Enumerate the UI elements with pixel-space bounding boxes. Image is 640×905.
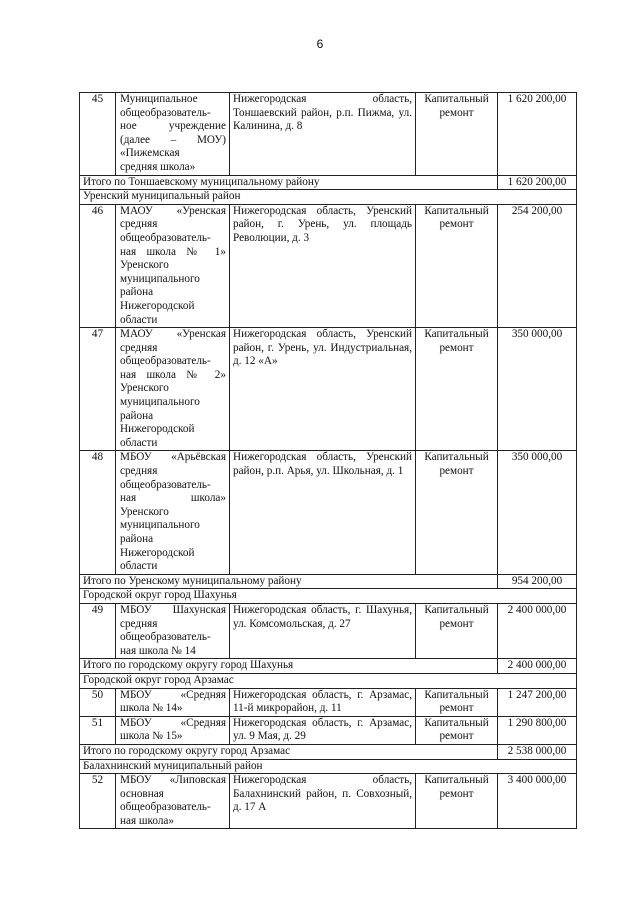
school-name-line: МБОУ «Липовская [120,774,226,787]
school-name-line: муниципального [120,396,200,409]
school-address: Нижегородская область, Балахнинский район, п. Совхозный, д. 17 А [230,774,416,829]
objects-table [79,92,577,829]
school-name-line: Уренского [120,382,169,395]
total-row [80,574,577,589]
school-name-line: района [120,286,154,299]
amount: 350 000,00 [498,328,577,451]
table-row [80,328,577,451]
total-row [80,659,577,674]
table-row [80,688,577,716]
amount: 1 290 800,00 [498,716,577,744]
school-name-line: школа № 14» [120,702,183,715]
school-name-line: общеобразователь- [120,631,211,644]
row-number: 51 [80,716,116,744]
table-row [80,716,577,744]
work-type: Капитальный ремонт [416,328,498,451]
school-name-line: общеобразователь- [120,801,211,814]
table-row [80,93,577,176]
school-name-line: средняя [120,465,158,478]
total-label: Итого по городскому округу город Шахунья [80,659,498,674]
school-name [116,774,230,829]
work-type: Капитальный ремонт [416,93,498,176]
school-name-line: области [120,560,158,573]
amount: 1 620 200,00 [498,93,577,176]
school-address: Нижегородская область, Уренский район, г. Урень, ул. Индустриальная, д. 12 «А» [230,328,416,451]
page-number: 6 [316,37,324,51]
school-name-line: общеобразователь- [120,231,211,244]
objects-table-body [80,93,577,829]
work-type: Капитальный ремонт [416,716,498,744]
section-header: Балахнинский муниципальный район [80,759,577,774]
school-name-line: МБОУ «Средняя [120,716,226,729]
total-label: Итого по Тоншаевскому муниципальному району [80,175,498,190]
school-name [116,204,230,327]
school-name-line: «Пижемская [120,147,180,160]
total-amount: 2 400 000,00 [498,659,577,674]
school-name-line: средняя [120,218,158,231]
school-name-line: ное учреждение [120,120,226,133]
school-name-line: ная школа № 2» [120,368,226,381]
school-name [116,93,230,176]
section-header-row [80,759,577,774]
row-number: 52 [80,774,116,829]
school-name-line: школа № 15» [120,730,183,743]
school-name-line: Нижегородской [120,546,195,559]
section-header-row [80,190,577,205]
school-name [116,328,230,451]
school-name [116,716,230,744]
school-name-line: района [120,409,154,422]
row-number: 50 [80,688,116,716]
school-name-line: ная школа № 1» [120,245,226,258]
school-name [116,451,230,574]
school-name-line: ная школа» [120,492,226,505]
amount: 3 400 000,00 [498,774,577,829]
total-amount: 1 620 200,00 [498,175,577,190]
school-name-line: средняя [120,617,158,630]
school-name-line: общеобразователь- [120,478,211,491]
amount: 350 000,00 [498,451,577,574]
school-name-line: области [120,313,158,326]
school-name-line: Нижегородской [120,299,195,312]
amount: 1 247 200,00 [498,688,577,716]
school-name [116,603,230,658]
total-amount: 954 200,00 [498,574,577,589]
school-name-line: общеобразователь- [120,106,211,119]
school-name-line: средняя школа» [120,160,196,173]
section-header: Городской округ город Арзамас [80,673,577,688]
section-header: Уренский муниципальный район [80,190,577,205]
school-name-line: средняя [120,341,158,354]
total-label: Итого по Уренскому муниципальному району [80,574,498,589]
school-name-line: Уренского [120,505,169,518]
section-header: Городской округ город Шахунья [80,589,577,604]
school-name-line: ная школа» [120,814,174,827]
work-type: Капитальный ремонт [416,774,498,829]
table-row [80,603,577,658]
school-address: Нижегородская область, Уренский район, г. Урень, ул. площадь Революции, д. 3 [230,204,416,327]
amount: 254 200,00 [498,204,577,327]
school-name-line: МАОУ «Уренская [120,204,226,217]
total-row [80,175,577,190]
school-address: Нижегородская область, Уренский район, р.п. Арья, ул. Школьная, д. 1 [230,451,416,574]
row-number: 47 [80,328,116,451]
work-type: Капитальный ремонт [416,204,498,327]
school-name-line: МБОУ Шахунская [120,603,226,616]
work-type: Капитальный ремонт [416,603,498,658]
school-name-line: (далее – МОУ) [120,133,226,146]
school-address: Нижегородская область, г. Шахунья, ул. Комсомольская, д. 27 [230,603,416,658]
row-number: 49 [80,603,116,658]
school-name-line: района [120,533,154,545]
table-row [80,451,577,574]
school-name-line: муниципального [120,272,200,285]
row-number: 48 [80,451,116,574]
total-row [80,744,577,759]
table-row [80,204,577,327]
work-type: Капитальный ремонт [416,451,498,574]
school-name-line: МАОУ «Уренская [120,328,226,341]
amount: 2 400 000,00 [498,603,577,658]
school-name-line: Уренского [120,259,169,272]
work-type: Капитальный ремонт [416,688,498,716]
school-name-line: муниципального [120,519,200,532]
school-address: Нижегородская область, Тоншаевский район, р.п. Пижма, ул. Калинина, д. 8 [230,93,416,176]
school-name-line: основная [120,787,164,800]
school-name-line: МБОУ «Средняя [120,688,226,701]
school-name-line: МБОУ «Арьёвская [120,451,226,464]
row-number: 46 [80,204,116,327]
school-address: Нижегородская область, г. Арзамас, ул. 9 Мая, д. 29 [230,716,416,744]
school-name [116,688,230,716]
school-name-line: ная школа № 14 [120,644,196,657]
table-row [80,774,577,829]
school-address: Нижегородская область, г. Арзамас, 11-й микрорайон, д. 11 [230,688,416,716]
section-header-row [80,673,577,688]
school-name-line: Нижегородской [120,423,195,436]
school-name-line: общеобразователь- [120,355,211,368]
school-name-line: области [120,436,158,449]
total-amount: 2 538 000,00 [498,744,577,759]
total-label: Итого по городскому округу город Арзамас [80,744,498,759]
school-name-line: Муниципальное [120,93,198,105]
row-number: 45 [80,93,116,176]
section-header-row [80,589,577,604]
